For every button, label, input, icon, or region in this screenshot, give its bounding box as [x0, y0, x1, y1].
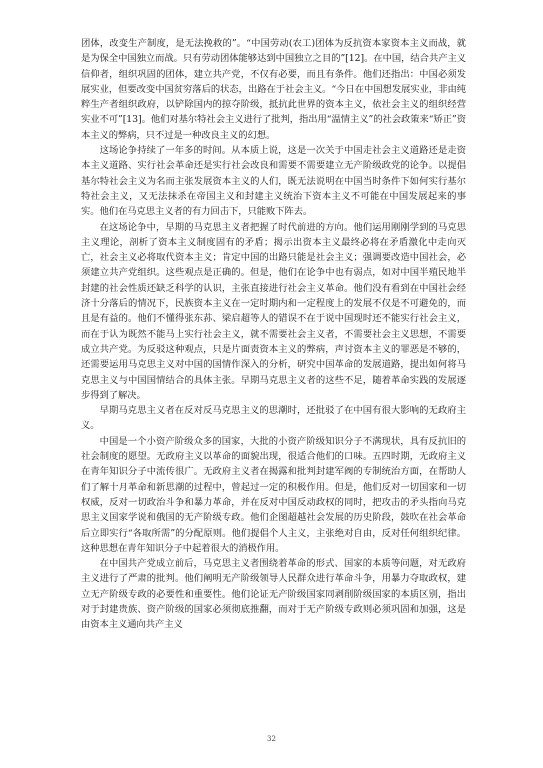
paragraph-2: 这场论争持续了一年多的时间。从本质上说，这是一次关于中国走社会主义道路还是走资本主义道路、实行社会革命还是实行社会改良和需要不需要建立无产阶级政党的论争。以提倡基尔特社会主义为名而主张发展资本主义的人们，既无法说明在中国当时条件下如何实行基尔特社会主义，又无法抹杀在帝国主义和封建主义统治下资本主义不可能在中国发展起来的事实。他们在马克思主义者的有力回击下，只能败下阵去。 — [81, 145, 466, 218]
document-page — [81, 36, 466, 633]
paragraph-3: 在这场论争中，早期的马克思主义者把握了时代前进的方向。他们运用刚刚学到的马克思主义理论，剖析了资本主义制度固有的矛盾；揭示出资本主义最终必将在矛盾激化中走向灭亡，社会主义必将取代资本主义；肯定中国的出路只能是社会主义；强调要改造中国社会，必须建立共产党组织。这些观点是正确的。但是，他们在论争中也有弱点，如对中国半殖民地半封建的社会性质还缺乏科学的认识，主张直接进行社会主义革命。他们没有看到在中国社会经济十分落后的情况下，民族资本主义在一定时期内和一定程度上的发展不仅是不可避免的，而且是有益的。他们不懂得张东荪、梁启超等人的错误不在于说中国现时还不能实行社会主义，而在于认为既然不能马上实行社会主义，就不需要社会主义者，不需要社会主义思想，不需要成立共产党。为反驳这种观点，只是片面责资本主义的弊病，声讨资本主义的罪恶是不够的，还需要运用马克思主义对中国的国情作深入的分析，研究中国革命的发展道路，提出如何将马克思主义与中国国情结合的具体主张。早期马克思主义者的这些不足，随着革命实践的发展逐步得到了解决。 — [81, 221, 466, 401]
paragraph-6: 在中国共产党成立前后，马克思主义者围绕着革命的形式、国家的本质等问题，对无政府主义进行了严肃的批判。他们阐明无产阶级领导人民群众进行革命斗争，用暴力夺取政权，建立无产阶级专政的必要性和重要性。他们论证无产阶级国家同剥削阶级国家的本质区别，指出对于封建贵族、资产阶级的国家必须彻底推翻，而对于无产阶级专政则必须巩固和加强，这是由资本主义通向共产主义 — [81, 558, 466, 631]
paragraph-5: 中国是一个小资产阶级众多的国家，大批的小资产阶级知识分子不满现状，具有反抗旧的社会制度的愿望。无政府主义以革命的面貌出现，很适合他们的口味。五四时期，无政府主义在青年知识分子中流传很广。无政府主义者在揭露和批判封建军阀的专制统治方面，在帮助人们了解十月革命和新思潮的过程中，曾起过一定的积极作用。但是，他们反对一切国家和一切权威，反对一切政治斗争和暴力革命，并在反对中国反动政权的同时，把攻击的矛头指向马克思主义国家学说和俄国的无产阶级专政。他们企图超越社会发展的历史阶段，鼓吹在社会革命后立即实行“各取所需”的分配原则。他们提倡个人主义，主张绝对自由，反对任何组织纪律。这种思想在青年知识分子中起着很大的消极作用。 — [81, 435, 466, 554]
page-number: 32 — [267, 735, 276, 743]
paragraph-4: 早期马克思主义者在反对反马克思主义的思潮时，还批驳了在中国有很大影响的无政府主义。 — [81, 405, 466, 432]
paragraph-1: 团体，改变生产制度，是无法挽救的”。“中国劳动(农工)团体为反抗资本家资本主义而战，就是为保全中国独立而战。只有劳动团体能够达到中国独立之目的”[12]。在中国，结合共产主义信仰者，组织巩固的团体，建立共产党，不仅有必要，而且有条件。他们还指出：中国必须发展实业，但要改变中国贫穷落后的状态，出路在于社会主义。“今日在中国想发展实业，非由纯粹生产者组织政府，以铲除国内的掠夺阶级，抵抗此世界的资本主义，依社会主义的组织经营实业不可”[13]。他们对基尔特社会主义进行了批判，指出用“温情主义”的社会政策来“矫正”资本主义的弊病，只不过是一种改良主义的幻想。 — [81, 38, 466, 141]
